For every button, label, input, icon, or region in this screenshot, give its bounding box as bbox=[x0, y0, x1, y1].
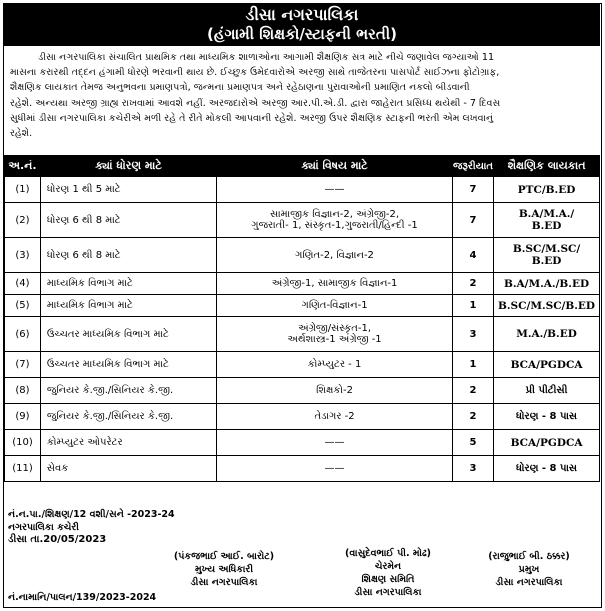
row-qualification bbox=[494, 295, 600, 317]
intro-line: માસના કરારથી તદ્દન હંગામી ધોરણે ભરવાની થાય છે. ઈચ્છુક ઉમેદવારોએ અરજી સાથે તાજેતરના પાસપોર્ટ સાઈઝના ફોટોગ્રાફ, bbox=[10, 67, 500, 79]
row-qualification bbox=[494, 378, 600, 404]
row-required-count bbox=[452, 203, 493, 238]
row-subject bbox=[217, 404, 453, 430]
row-standard-line: ઉચ્ચતર માધ્યમિક વિભાગ માટે bbox=[46, 359, 169, 370]
signatory-org: ડીસા નગરપાલિકા bbox=[495, 577, 563, 588]
row-standard bbox=[40, 177, 216, 203]
row-qualification-line: BCA/PGDCA bbox=[510, 436, 583, 449]
publication-reference: નં.નામાનિ/પાલન/139/2023-2024 bbox=[8, 592, 157, 603]
row-standard bbox=[40, 430, 216, 456]
row-number-line: (1) bbox=[15, 184, 30, 195]
row-number-line: (5) bbox=[15, 300, 30, 311]
table-row bbox=[5, 456, 600, 482]
row-subject-line: ગણિત-2, વિજ્ઞાન-2 bbox=[295, 249, 374, 261]
row-standard-line: ધોરણ 6 થી 8 માટે bbox=[46, 249, 121, 261]
row-qualification bbox=[494, 352, 600, 378]
row-required-count bbox=[452, 404, 493, 430]
advertisement-page bbox=[3, 3, 602, 608]
signatory-org: ડીસા નગરપાલિકા bbox=[354, 587, 422, 598]
row-required-count bbox=[452, 295, 493, 317]
row-required-count bbox=[452, 352, 493, 378]
header-qualification: શૈક્ષણિક લાયકાત bbox=[494, 156, 600, 177]
row-standard bbox=[40, 317, 216, 352]
row-standard bbox=[40, 273, 216, 295]
row-qualification-line: B.SC/M.SC/B.ED bbox=[498, 299, 596, 312]
table-row bbox=[5, 295, 600, 317]
row-subject bbox=[217, 295, 453, 317]
row-qualification-line: PTC/B.ED bbox=[517, 183, 576, 196]
row-qualification-line: B.ED bbox=[531, 255, 562, 267]
intro-line: રહેશે. bbox=[10, 128, 33, 140]
row-qualification-line: ધોરણ - 8 પાસ bbox=[516, 463, 578, 474]
row-required-count-line: 7 bbox=[469, 184, 477, 195]
row-required-count-line: 7 bbox=[469, 214, 477, 226]
row-number bbox=[5, 295, 41, 317]
row-subject bbox=[217, 317, 453, 352]
header-no: અ.નં. bbox=[5, 156, 41, 177]
row-number bbox=[5, 404, 41, 430]
intro-line: ડીસા નગરપાલિકા સંચાલિત પ્રાથમિક તથા માધ્યમિક શાળાઓના આગામી શૈક્ષણિક સત્ર માટે નીચે જણાવેલ જગ્યાઓ 11 bbox=[38, 52, 495, 63]
row-required-count bbox=[452, 238, 493, 273]
row-number bbox=[5, 238, 41, 273]
row-required-count-line: 1 bbox=[469, 359, 477, 370]
row-required-count-line: 2 bbox=[469, 278, 477, 289]
header-required: જરૂરીયાત bbox=[452, 156, 493, 177]
table-row bbox=[5, 352, 600, 378]
title-bar bbox=[4, 4, 600, 46]
row-qualification-line: M.A./B.ED bbox=[516, 328, 577, 340]
row-number bbox=[5, 177, 41, 203]
row-qualification-line: B.SC/M.SC/ bbox=[512, 243, 581, 255]
row-subject bbox=[217, 378, 453, 404]
row-standard-line: માધ્યમિક વિભાગ માટે bbox=[46, 300, 133, 311]
row-subject-line: સામાજીક વિજ્ઞાન-2, અંગ્રેજી-2, bbox=[270, 209, 399, 220]
row-standard bbox=[40, 203, 216, 238]
row-qualification bbox=[494, 404, 600, 430]
row-subject-line: ગણિત-વિજ્ઞાન-1 bbox=[301, 300, 368, 311]
row-number-line: (3) bbox=[15, 249, 30, 261]
row-required-count-line: 4 bbox=[469, 249, 477, 261]
row-required-count bbox=[452, 177, 493, 203]
intro-line: રહેશે. અન્યથા અરજી ગ્રાહ્ય રાખવામાં આવશે નહીં. અરજદારોએ અરજી આર.પી.એ.ડી. દ્વારા જાહેરાત પ્રસિધ્ધ થયેથી - 7 દિવસ bbox=[10, 97, 501, 109]
reference-number: નં.ન.પા./શિક્ષણ/12 વશી/સને -2023-24 bbox=[8, 509, 175, 520]
row-qualification bbox=[494, 456, 600, 482]
row-standard bbox=[40, 352, 216, 378]
signatory-chief-officer bbox=[154, 550, 294, 589]
signatory-name: (પંકજભાઈ આઈ. બારોટ) bbox=[173, 551, 275, 562]
row-qualification bbox=[494, 238, 600, 273]
row-standard bbox=[40, 404, 216, 430]
row-qualification-line: પ્રી પીટીસી bbox=[525, 385, 568, 396]
row-subject-line: શિક્ષકો-2 bbox=[316, 385, 353, 396]
row-required-count-line: 2 bbox=[469, 411, 477, 422]
row-standard bbox=[40, 295, 216, 317]
row-subject bbox=[217, 430, 453, 456]
row-number bbox=[5, 378, 41, 404]
issue-date: ડીસા તા.20/05/2023 bbox=[8, 534, 107, 545]
header-subject: ક્યાં વિષય માટે bbox=[217, 156, 453, 177]
row-required-count bbox=[452, 378, 493, 404]
signatory-role: મુખ્ય અધિકારી bbox=[194, 564, 254, 575]
row-standard bbox=[40, 456, 216, 482]
table-header-row bbox=[5, 156, 600, 177]
vacancy-table bbox=[4, 155, 600, 482]
row-subject bbox=[217, 456, 453, 482]
row-subject-line: તેડાગર -2 bbox=[314, 411, 355, 422]
row-number-line: (8) bbox=[15, 385, 30, 396]
intro-paragraph bbox=[10, 50, 596, 141]
footer-reference-block bbox=[8, 509, 175, 547]
row-required-count bbox=[452, 273, 493, 295]
row-subject-line: —— bbox=[324, 463, 345, 474]
row-subject-line: અંગ્રેજી/સંસ્કૃત-1, bbox=[298, 323, 372, 334]
intro-line: શૈક્ષણિક લાયકાત તેમજ અનુભવના પ્રમાણપત્રો, જન્મના પ્રમાણપત્ર અને રહેઠાણના પુરાવાઓની પ્રમાણિત નકલો બીડવાની bbox=[10, 82, 470, 94]
row-qualification-line: B.A/M.A./B.ED bbox=[504, 277, 590, 290]
row-number bbox=[5, 203, 41, 238]
row-subject bbox=[217, 352, 453, 378]
signatory-name: (રાજુભાઈ બી. ઠક્કર) bbox=[488, 551, 570, 562]
row-qualification-line: B.A/M.A./ bbox=[518, 208, 575, 220]
row-required-count-line: 1 bbox=[469, 300, 477, 311]
row-standard-line: કોમ્પ્યુટર ઓપરેટર bbox=[46, 437, 123, 448]
row-subject bbox=[217, 177, 453, 203]
row-standard-line: માધ્યમિક વિભાગ માટે bbox=[46, 278, 133, 289]
row-subject bbox=[217, 273, 453, 295]
row-qualification-line: B.ED bbox=[531, 220, 562, 232]
row-standard-line: જુનિયર કે.જી./સિનિયર કે.જી. bbox=[46, 411, 174, 422]
row-standard-line: જુનિયર કે.જી./સિનિયર કે.જી. bbox=[46, 385, 174, 396]
row-required-count-line: 2 bbox=[469, 385, 477, 396]
row-number-line: (6) bbox=[15, 328, 30, 340]
row-number-line: (4) bbox=[15, 278, 30, 289]
row-required-count-line: 3 bbox=[469, 463, 477, 474]
intro-line: સુધીમાં ડીસા નગરપાલિકા કચેરીએ મળી રહે તે રીતે મોકલી આપવાની રહેશે. અરજી ઉપર શૈક્ષણિક સ્ટાફની ભરતી એમ લખવાનું bbox=[10, 112, 494, 124]
header-standard: ક્યાં ધોરણ માટે bbox=[40, 156, 216, 177]
row-required-count bbox=[452, 430, 493, 456]
table-row bbox=[5, 378, 600, 404]
page-subtitle: (હંગામી શિક્ષકો/સ્ટાફની ભરતી) bbox=[207, 25, 397, 43]
row-number bbox=[5, 456, 41, 482]
row-qualification bbox=[494, 317, 600, 352]
row-number-line: (2) bbox=[15, 214, 30, 226]
row-required-count bbox=[452, 317, 493, 352]
row-subject bbox=[217, 203, 453, 238]
table-row bbox=[5, 317, 600, 352]
signatory-president bbox=[464, 550, 594, 589]
row-number bbox=[5, 430, 41, 456]
row-standard-line: સેવક bbox=[46, 463, 69, 474]
row-standard-line: ઉચ્ચતર માધ્યમિક વિભાગ માટે bbox=[46, 328, 169, 340]
row-standard bbox=[40, 378, 216, 404]
row-number-line: (10) bbox=[12, 437, 33, 448]
row-standard-line: ધોરણ 1 થી 5 માટે bbox=[46, 184, 121, 195]
office-name: નગરપાલિકા કચેરી bbox=[8, 521, 80, 533]
table-row bbox=[5, 203, 600, 238]
table-row bbox=[5, 430, 600, 456]
row-standard-line: ધોરણ 6 થી 8 માટે bbox=[46, 214, 121, 226]
row-subject-line: કોમ્પ્યુટર - 1 bbox=[307, 359, 362, 370]
row-subject-line: —— bbox=[324, 184, 345, 195]
row-qualification bbox=[494, 177, 600, 203]
row-number-line: (9) bbox=[15, 411, 30, 422]
table-row bbox=[5, 238, 600, 273]
row-required-count bbox=[452, 456, 493, 482]
signatory-name: (વાસુદેવભાઈ પી. મોઢ) bbox=[344, 548, 432, 559]
row-number-line: (7) bbox=[15, 359, 30, 370]
row-number bbox=[5, 352, 41, 378]
signatory-chairman bbox=[322, 547, 454, 599]
row-number bbox=[5, 317, 41, 352]
row-standard bbox=[40, 238, 216, 273]
row-number bbox=[5, 273, 41, 295]
row-subject-line: ગુજરાતી- 1, સંસ્કૃત-1,ગુજરાતી/હિન્દી -1 bbox=[251, 220, 418, 231]
table-row bbox=[5, 273, 600, 295]
row-subject-line: અંગ્રેજી-1, સામાજીક વિજ્ઞાન-1 bbox=[271, 278, 398, 289]
row-number-line: (11) bbox=[12, 463, 33, 474]
signatory-role-2: શિક્ષણ સમિતિ bbox=[361, 574, 415, 585]
row-qualification-line: BCA/PGDCA bbox=[510, 358, 583, 371]
signatory-org: ડીસા નગરપાલિકા bbox=[190, 577, 258, 588]
signatory-role: ચેરમેન bbox=[374, 561, 402, 572]
row-required-count-line: 5 bbox=[469, 437, 477, 448]
row-subject-line: —— bbox=[324, 437, 345, 448]
row-qualification bbox=[494, 203, 600, 238]
row-subject-line: અર્થશાસ્ત્ર-1 અંગ્રેજી -1 bbox=[287, 334, 382, 345]
row-subject bbox=[217, 238, 453, 273]
row-qualification-line: ધોરણ - 8 પાસ bbox=[516, 411, 578, 422]
row-required-count-line: 3 bbox=[469, 328, 477, 340]
row-qualification bbox=[494, 273, 600, 295]
table-row bbox=[5, 404, 600, 430]
signatory-role: પ્રમુખ bbox=[518, 564, 540, 575]
row-qualification bbox=[494, 430, 600, 456]
table-row bbox=[5, 177, 600, 203]
page-title: ડીસા નગરપાલિકા bbox=[245, 5, 359, 24]
